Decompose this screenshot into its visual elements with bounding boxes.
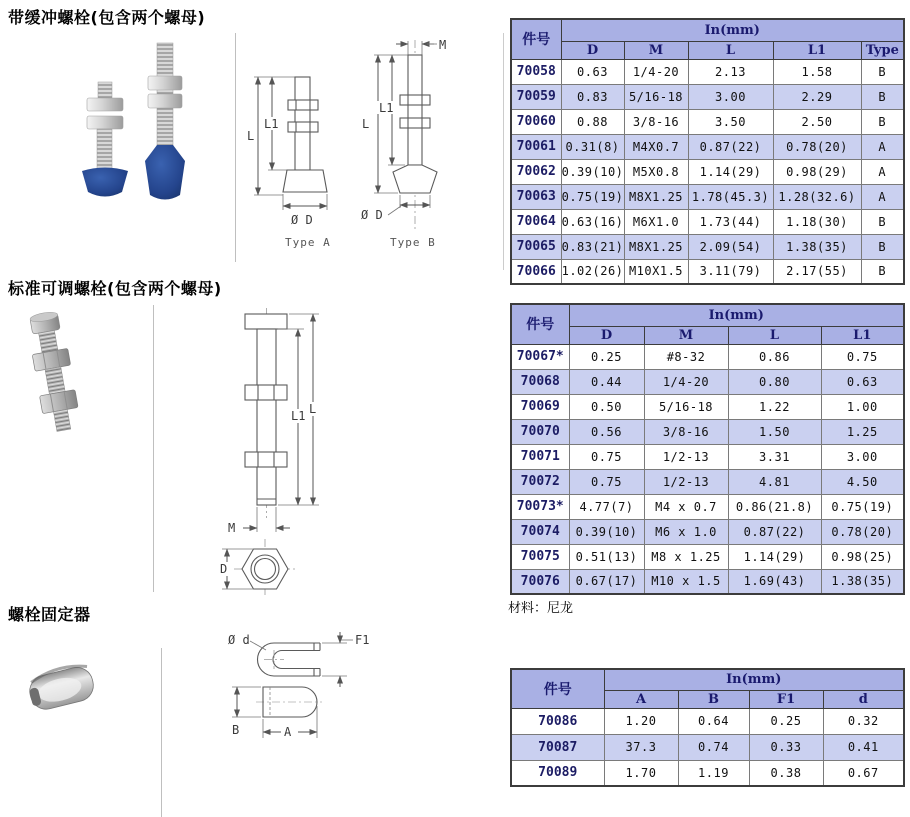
section-heading-adjustable-bolt: 标准可调螺栓(包含两个螺母) (8, 279, 222, 298)
section-heading-bolt-holder: 螺栓固定器 (8, 605, 91, 624)
column-header-d: D (561, 41, 624, 59)
column-header-l: L (688, 41, 773, 59)
dim-label-L1-a: L1 (264, 117, 279, 131)
value-cell: 0.33 (749, 734, 823, 760)
value-cell: 5/16-18 (624, 84, 688, 109)
part-number-cell: 70068 (511, 369, 569, 394)
table-row (511, 84, 904, 109)
bolt-photo-type-a (82, 82, 128, 197)
part-number-cell: 70066 (511, 259, 561, 284)
dim-label-Od: Ø d (228, 633, 250, 647)
column-header-m: M (644, 326, 728, 344)
value-cell: B (861, 84, 904, 109)
dim-label-M: M (228, 521, 236, 535)
bolt-photo-type-b (145, 43, 185, 200)
dim-label-L: L (309, 402, 317, 416)
table-row (511, 519, 904, 544)
value-cell: 1.70 (604, 760, 678, 786)
value-cell: 2.13 (688, 59, 773, 84)
value-cell: 1.78(45.3) (688, 184, 773, 209)
value-cell: 0.83 (561, 84, 624, 109)
value-cell: 5/16-18 (644, 394, 728, 419)
value-cell: 0.25 (569, 344, 644, 369)
part-number-cell: 70070 (511, 419, 569, 444)
dim-label-L-b: L (362, 117, 370, 131)
column-header-a: A (604, 690, 678, 708)
column-header-m: M (624, 41, 688, 59)
value-cell: 3.11(79) (688, 259, 773, 284)
value-cell: M6 x 1.0 (644, 519, 728, 544)
bolt-holder-drawing (208, 630, 383, 750)
part-number-cell: 70076 (511, 569, 569, 594)
table-row (511, 419, 904, 444)
value-cell: 1/2-13 (644, 469, 728, 494)
part-number-cell: 70075 (511, 544, 569, 569)
value-cell: 1.14(29) (688, 159, 773, 184)
clip-photo (26, 662, 97, 713)
value-cell: 1.69(43) (728, 569, 821, 594)
table-row (511, 444, 904, 469)
part-number-cell: 70061 (511, 134, 561, 159)
table-row (511, 209, 904, 234)
section-heading-buffer-bolt: 带缓冲螺栓(包含两个螺母) (8, 8, 206, 27)
part-number-cell: 70059 (511, 84, 561, 109)
part-number-cell: 70074 (511, 519, 569, 544)
value-cell: 0.87(22) (728, 519, 821, 544)
unit-header: In(mm) (561, 19, 904, 41)
column-header-b: B (678, 690, 749, 708)
part-number-cell: 70065 (511, 234, 561, 259)
value-cell: 1.00 (821, 394, 904, 419)
value-cell: B (861, 259, 904, 284)
part-number-cell: 70073* (511, 494, 569, 519)
value-cell: A (861, 134, 904, 159)
column-header-d: d (823, 690, 904, 708)
value-cell: 0.38 (749, 760, 823, 786)
value-cell: 4.77(7) (569, 494, 644, 519)
value-cell: 2.50 (773, 109, 861, 134)
value-cell: 0.25 (749, 708, 823, 734)
part-number-cell: 70060 (511, 109, 561, 134)
value-cell: M6X1.0 (624, 209, 688, 234)
dim-label-M-b: M (439, 38, 447, 52)
value-cell: M8 x 1.25 (644, 544, 728, 569)
part-number-cell: 70087 (511, 734, 604, 760)
value-cell: 1.18(30) (773, 209, 861, 234)
value-cell: 0.50 (569, 394, 644, 419)
dim-label-A: A (284, 725, 292, 739)
column-header-type: Type (861, 41, 904, 59)
dim-label-L-a: L (247, 129, 255, 143)
bolt-photo-adjustable (25, 310, 81, 433)
value-cell: 0.87(22) (688, 134, 773, 159)
value-cell: 0.63 (821, 369, 904, 394)
value-cell: 4.50 (821, 469, 904, 494)
value-cell: 1/2-13 (644, 444, 728, 469)
divider-line (161, 648, 162, 817)
column-header-l: L (728, 326, 821, 344)
table-row (511, 109, 904, 134)
value-cell: M4 x 0.7 (644, 494, 728, 519)
value-cell: A (861, 159, 904, 184)
divider-line (153, 305, 154, 592)
table-row (511, 469, 904, 494)
part-number-column-header: 件号 (511, 669, 604, 708)
value-cell: 0.98(29) (773, 159, 861, 184)
value-cell: 0.32 (823, 708, 904, 734)
value-cell: 1/4-20 (644, 369, 728, 394)
value-cell: 1.25 (821, 419, 904, 444)
divider-line (235, 33, 236, 262)
value-cell: 0.75 (821, 344, 904, 369)
value-cell: 0.80 (728, 369, 821, 394)
value-cell: M4X0.7 (624, 134, 688, 159)
value-cell: 0.67 (823, 760, 904, 786)
value-cell: 0.86(21.8) (728, 494, 821, 519)
part-number-cell: 70062 (511, 159, 561, 184)
value-cell: 1.19 (678, 760, 749, 786)
column-header-d: D (569, 326, 644, 344)
type-b-label: Type B (390, 236, 436, 249)
value-cell: 0.74 (678, 734, 749, 760)
value-cell: M5X0.8 (624, 159, 688, 184)
value-cell: 1.50 (728, 419, 821, 444)
value-cell: 3.31 (728, 444, 821, 469)
table-row (511, 760, 904, 786)
table-row (511, 344, 904, 369)
value-cell: 0.51(13) (569, 544, 644, 569)
value-cell: 0.41 (823, 734, 904, 760)
unit-header: In(mm) (604, 669, 904, 690)
table-row (511, 184, 904, 209)
value-cell: 1.73(44) (688, 209, 773, 234)
column-header-f1: F1 (749, 690, 823, 708)
value-cell: B (861, 209, 904, 234)
part-number-cell: 70072 (511, 469, 569, 494)
dim-label-OD-a: Ø D (291, 213, 313, 227)
value-cell: 0.75(19) (561, 184, 624, 209)
value-cell: 0.78(20) (773, 134, 861, 159)
part-number-cell: 70064 (511, 209, 561, 234)
value-cell: M8X1.25 (624, 184, 688, 209)
value-cell: 0.98(25) (821, 544, 904, 569)
value-cell: 0.78(20) (821, 519, 904, 544)
table-row (511, 544, 904, 569)
value-cell: 0.63(16) (561, 209, 624, 234)
value-cell: 0.39(10) (569, 519, 644, 544)
part-number-cell: 70089 (511, 760, 604, 786)
table-row (511, 59, 904, 84)
dim-label-L1-b: L1 (379, 101, 394, 115)
dim-label-L1: L1 (291, 409, 306, 423)
part-number-cell: 70063 (511, 184, 561, 209)
bolt-holder-spec-table (510, 668, 905, 787)
part-number-cell: 70086 (511, 708, 604, 734)
value-cell: 3.50 (688, 109, 773, 134)
table-row (511, 259, 904, 284)
value-cell: 0.56 (569, 419, 644, 444)
table-row (511, 734, 904, 760)
value-cell: 3/8-16 (624, 109, 688, 134)
value-cell: M10X1.5 (624, 259, 688, 284)
table-row (511, 159, 904, 184)
value-cell: 0.64 (678, 708, 749, 734)
part-number-column-header: 件号 (511, 19, 561, 59)
value-cell: #8-32 (644, 344, 728, 369)
value-cell: 0.63 (561, 59, 624, 84)
divider-line (503, 33, 504, 270)
value-cell: 2.17(55) (773, 259, 861, 284)
value-cell: 3.00 (821, 444, 904, 469)
bolt-holder-photo (18, 655, 108, 725)
buffer-bolt-drawing (243, 28, 483, 258)
value-cell: 0.88 (561, 109, 624, 134)
adjustable-bolt-drawing (214, 306, 339, 598)
value-cell: 1.38(35) (821, 569, 904, 594)
value-cell: 0.31(8) (561, 134, 624, 159)
dim-label-OD-b: Ø D (361, 208, 383, 222)
value-cell: 0.86 (728, 344, 821, 369)
column-header-l1: L1 (821, 326, 904, 344)
table-row (511, 369, 904, 394)
value-cell: 1.20 (604, 708, 678, 734)
value-cell: 2.09(54) (688, 234, 773, 259)
value-cell: 3.00 (688, 84, 773, 109)
buffer-bolt-photo (55, 40, 210, 205)
value-cell: 3/8-16 (644, 419, 728, 444)
value-cell: 0.75 (569, 444, 644, 469)
value-cell: 1.38(35) (773, 234, 861, 259)
value-cell: A (861, 184, 904, 209)
value-cell: 0.67(17) (569, 569, 644, 594)
value-cell: 0.75(19) (821, 494, 904, 519)
adjustable-bolt-photo (15, 305, 95, 460)
table-row (511, 708, 904, 734)
value-cell: M10 x 1.5 (644, 569, 728, 594)
value-cell: 37.3 (604, 734, 678, 760)
table-row (511, 134, 904, 159)
value-cell: 0.75 (569, 469, 644, 494)
table-row (511, 234, 904, 259)
part-number-cell: 70058 (511, 59, 561, 84)
part-number-cell: 70069 (511, 394, 569, 419)
type-a-label: Type A (285, 236, 331, 249)
value-cell: 1/4-20 (624, 59, 688, 84)
column-header-l1: L1 (773, 41, 861, 59)
value-cell: 0.83(21) (561, 234, 624, 259)
value-cell: 1.28(32.6) (773, 184, 861, 209)
value-cell: 0.44 (569, 369, 644, 394)
value-cell: B (861, 59, 904, 84)
value-cell: 1.14(29) (728, 544, 821, 569)
value-cell: 4.81 (728, 469, 821, 494)
part-number-column-header: 件号 (511, 304, 569, 344)
value-cell: 1.58 (773, 59, 861, 84)
table-row (511, 569, 904, 594)
material-note: 材料：尼龙 (508, 601, 574, 616)
value-cell: 0.39(10) (561, 159, 624, 184)
table-row (511, 494, 904, 519)
buffer-bolt-spec-table (510, 18, 905, 285)
adjustable-bolt-spec-table (510, 303, 905, 595)
value-cell: M8X1.25 (624, 234, 688, 259)
dim-label-D: D (220, 562, 228, 576)
dim-label-F1: F1 (355, 633, 370, 647)
value-cell: B (861, 234, 904, 259)
dim-label-B: B (232, 723, 240, 737)
unit-header: In(mm) (569, 304, 904, 326)
table-row (511, 394, 904, 419)
value-cell: 1.02(26) (561, 259, 624, 284)
part-number-cell: 70067* (511, 344, 569, 369)
part-number-cell: 70071 (511, 444, 569, 469)
value-cell: B (861, 109, 904, 134)
value-cell: 1.22 (728, 394, 821, 419)
value-cell: 2.29 (773, 84, 861, 109)
